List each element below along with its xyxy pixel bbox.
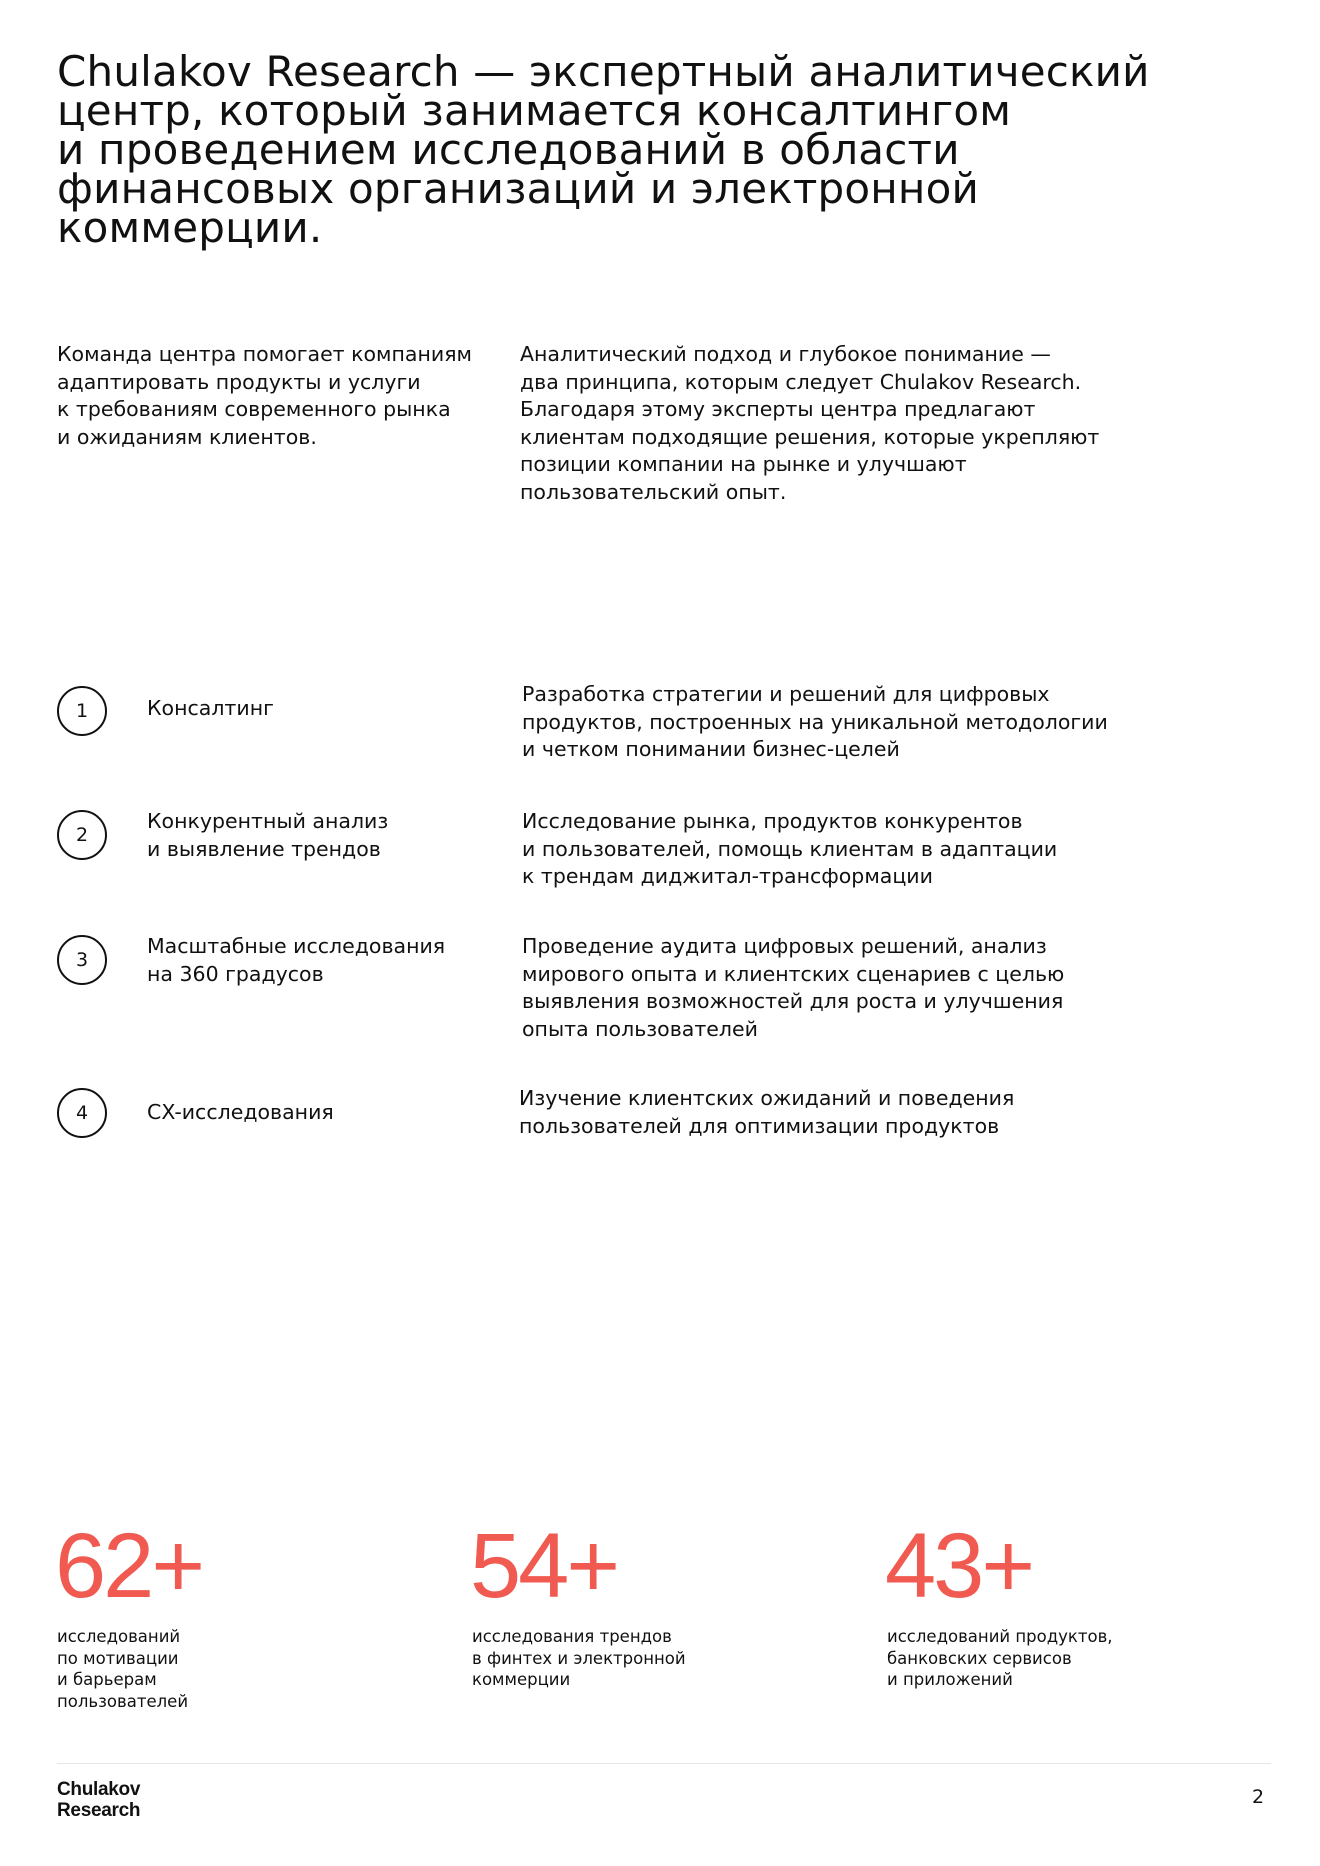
page-number: 2 [1252,1786,1265,1808]
service-description [519,1085,1014,1140]
service-title-line: Консалтинг [147,696,274,720]
service-number-badge: 4 [57,1088,107,1138]
service-title-line: Масштабные исследования [147,934,446,958]
intro-line: два принципа, которым следует Chulakov Research. [520,369,1082,394]
stat-value: 54+ [470,1515,618,1617]
headline-line: финансовых организаций и электронной [57,164,979,213]
service-description [522,681,1108,764]
intro-paragraph-right [520,341,1140,506]
intro-line: клиентам подходящие решения, которые укрепляют [520,424,1100,449]
stat-value: 62+ [55,1515,203,1617]
service-title [147,933,445,988]
service-number-badge: 1 [57,686,107,736]
service-title [147,808,388,863]
service-number-badge: 3 [57,935,107,985]
service-title-line: на 360 градусов [147,961,324,986]
service-description-line: Исследование рынка, продуктов конкурентов [522,809,1023,833]
service-description [522,808,1057,891]
stat-label-line: исследований [57,1627,181,1646]
service-description-line: мирового опыта и клиентских сценариев с целью [522,961,1065,986]
service-title-line: Конкурентный анализ [147,809,389,833]
service-description-line: и четком понимании бизнес-целей [522,737,900,761]
headline-line: и проведением исследований в области [57,125,960,174]
service-description-line: опыта пользователей [522,1016,758,1041]
stat-label-line: и барьерам [57,1670,157,1689]
service-description-line: к трендам диджитал-трансформации [522,864,933,888]
logo-line: Chulakov [57,1779,141,1800]
intro-line: к требованиям современного рынка [57,397,451,421]
stat-label-line: коммерции [472,1670,571,1689]
stat-label [472,1626,686,1691]
service-title-line: и выявление трендов [147,836,381,861]
stat-label [57,1626,188,1712]
headline-line: коммерции. [57,203,323,252]
service-description-line: продуктов, построенных на уникальной методологии [522,709,1108,734]
service-title-line: CX-исследования [147,1100,334,1124]
service-description-line: и пользователей, помощь клиентам в адаптации [522,836,1058,861]
service-description-line: выявления возможностей для роста и улучшения [522,989,1064,1013]
headline-line: центр, который занимается консалтингом [57,86,1012,135]
stat-label [887,1626,1113,1691]
company-logo [57,1779,140,1821]
stat-label-line: исследования трендов [472,1627,672,1646]
logo-line: Research [57,1800,141,1821]
service-description-line: Разработка стратегии и решений для цифровых [522,682,1050,706]
headline-line: Chulakov Research — экспертный аналитический [57,47,1150,96]
page-headline [57,47,1237,252]
stat-label-line: пользователей [57,1691,189,1711]
stat-value: 43+ [885,1515,1033,1617]
intro-paragraph-left [57,341,497,451]
stat-label-line: по мотивации [57,1648,179,1668]
intro-line: Благодаря этому эксперты центра предлагают [520,397,1036,421]
service-description-line: пользователей для оптимизации продуктов [519,1113,1000,1138]
footer-divider [57,1763,1271,1764]
intro-line: пользовательский опыт. [520,479,787,504]
intro-line: и ожиданиям клиентов. [57,424,317,449]
service-title [147,695,274,723]
intro-line: позиции компании на рынке и улучшают [520,452,967,476]
service-title [147,1099,334,1127]
service-description-line: Проведение аудита цифровых решений, анализ [522,934,1047,958]
service-number-badge: 2 [57,810,107,860]
intro-line: Аналитический подход и глубокое понимание — [520,342,1051,366]
service-description [522,933,1064,1043]
stat-label-line: и приложений [887,1670,1013,1689]
stat-label-line: в финтех и электронной [472,1648,686,1668]
service-description-line: Изучение клиентских ожиданий и поведения [519,1086,1015,1110]
intro-line: адаптировать продукты и услуги [57,369,421,394]
stat-label-line: банковских сервисов [887,1648,1072,1668]
stat-label-line: исследований продуктов, [887,1627,1113,1646]
intro-line: Команда центра помогает компаниям [57,342,473,366]
